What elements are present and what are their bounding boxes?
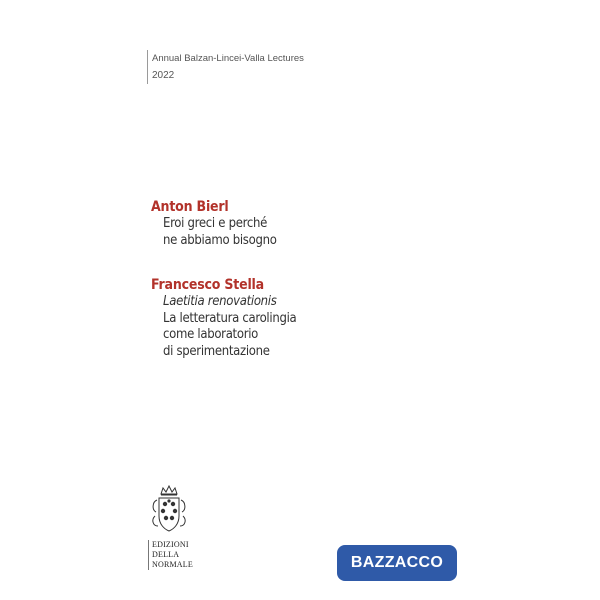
title-lines	[151, 294, 296, 360]
publisher-line: DELLA	[152, 550, 180, 559]
series-name: Annual Balzan-Lincei-Valla Lectures	[152, 53, 304, 64]
entry-bierl	[151, 199, 277, 249]
author-name: Anton Bierl	[151, 199, 229, 215]
publisher-line: EDIZIONI	[152, 540, 189, 549]
publisher-name	[148, 540, 208, 570]
series-block	[147, 50, 304, 84]
publisher-block	[148, 484, 208, 570]
title-line: ne abbiamo bisogno	[163, 232, 277, 248]
title-line: come laboratorio	[163, 327, 259, 342]
title-line: La letteratura carolingia	[163, 310, 297, 326]
title-lines	[151, 216, 277, 249]
publisher-line: NORMALE	[152, 560, 193, 569]
author-name: Francesco Stella	[151, 277, 264, 293]
title-line-italic: Laetitia renovationis	[163, 294, 277, 309]
title-line: di sperimentazione	[163, 343, 270, 359]
bazzacco-badge: BAZZACCO	[337, 545, 457, 581]
crest-icon	[149, 484, 189, 534]
entry-stella	[151, 277, 296, 360]
series-year: 2022	[152, 70, 175, 81]
title-line: Eroi greci e perché	[163, 216, 267, 231]
